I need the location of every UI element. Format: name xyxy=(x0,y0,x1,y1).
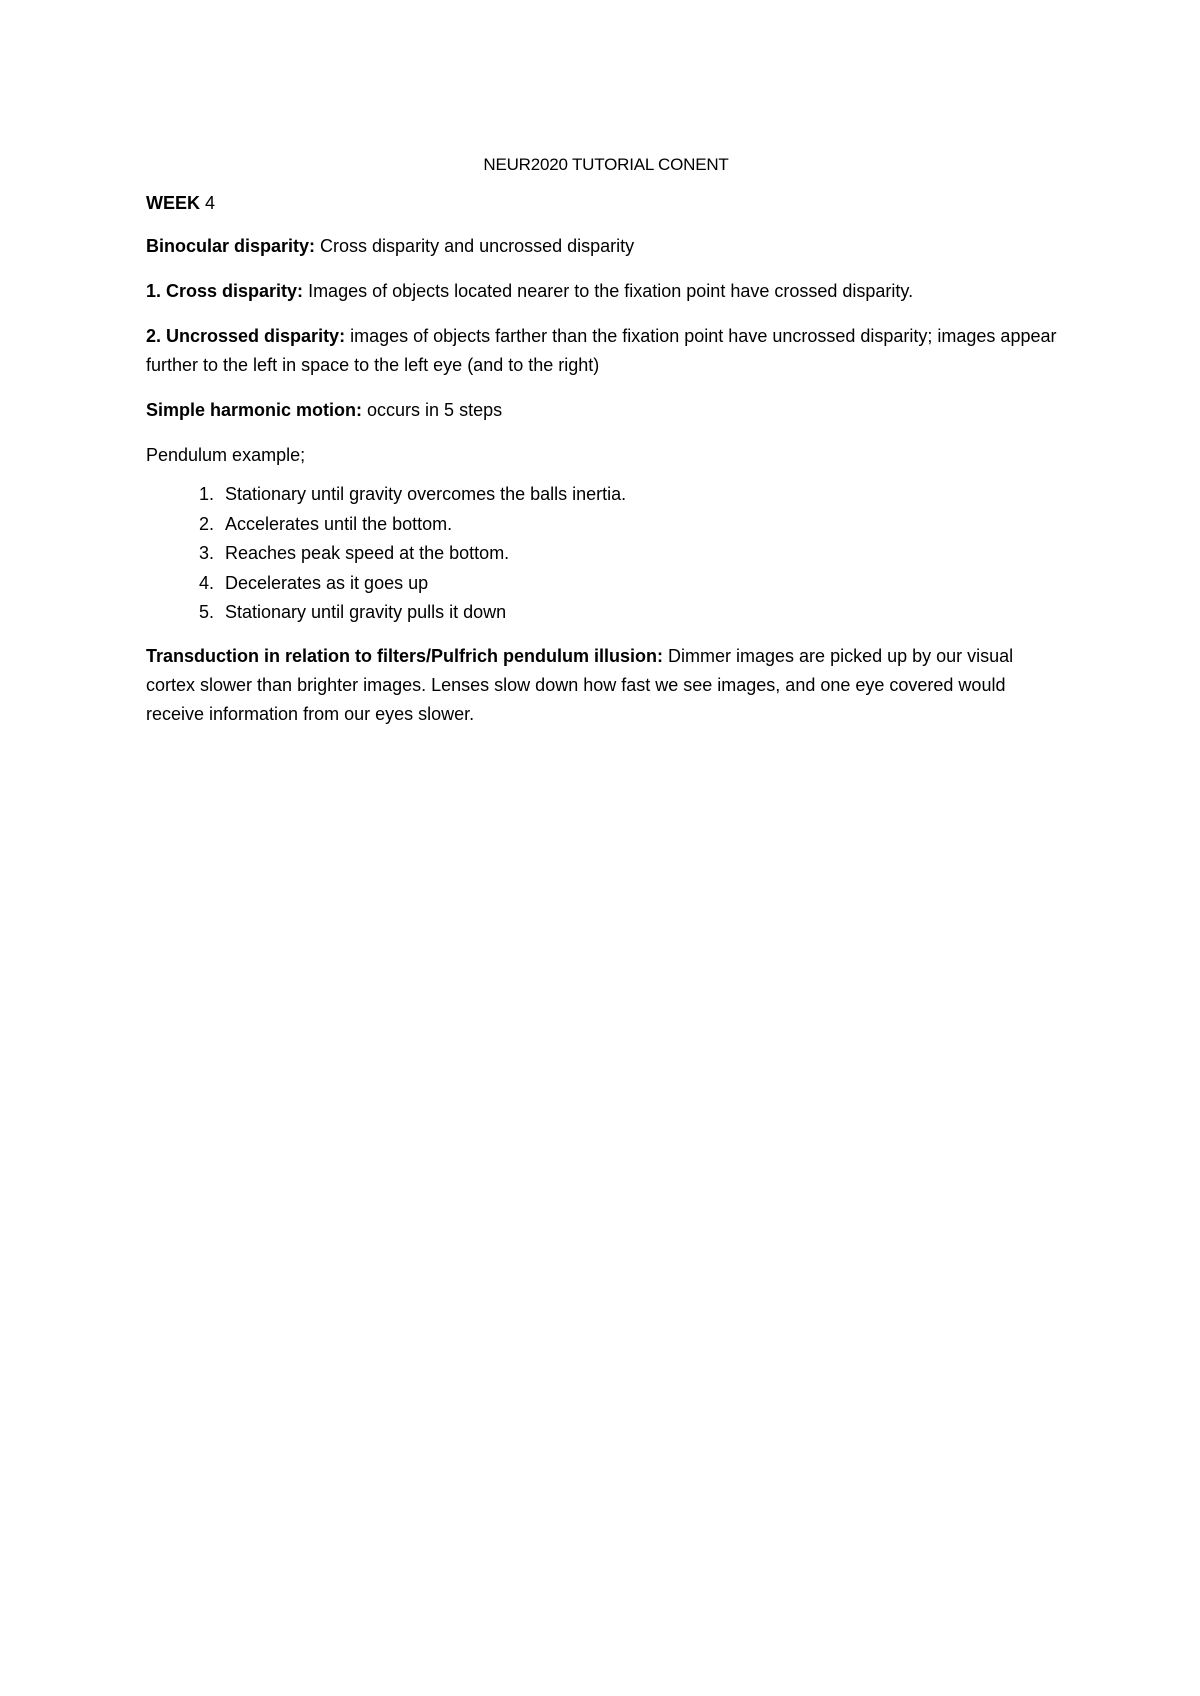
week-number: 4 xyxy=(200,193,216,213)
binocular-disparity-term: Binocular disparity: xyxy=(146,236,316,256)
list-item: 1. Stationary until gravity overcomes the balls inertia. xyxy=(219,480,1066,510)
binocular-disparity-paragraph xyxy=(146,232,1066,261)
document-content xyxy=(146,150,1066,745)
pendulum-steps-list xyxy=(146,480,1066,628)
simple-harmonic-motion-text: occurs in 5 steps xyxy=(362,400,503,420)
list-item: 2. Accelerates until the bottom. xyxy=(219,510,1066,540)
document-title: NEUR2020 TUTORIAL CONENT xyxy=(483,155,729,174)
transduction-term: Transduction in relation to filters/Pulfrich pendulum illusion: xyxy=(146,645,664,666)
pendulum-intro: Pendulum example; xyxy=(146,445,306,465)
cross-disparity-paragraph xyxy=(146,277,1066,306)
week-heading xyxy=(146,189,1066,218)
cross-disparity-text: Images of objects located nearer to the fixation point have crossed disparity. xyxy=(303,281,914,301)
binocular-disparity-text: Cross disparity and uncrossed disparity xyxy=(315,236,635,256)
simple-harmonic-motion-term: Simple harmonic motion: xyxy=(146,400,363,420)
uncrossed-disparity-paragraph xyxy=(146,322,1066,380)
week-label: WEEK xyxy=(146,193,200,213)
list-item: 5. Stationary until gravity pulls it down xyxy=(219,598,1066,628)
uncrossed-disparity-term: 2. Uncrossed disparity: xyxy=(146,326,346,346)
cross-disparity-term: 1. Cross disparity: xyxy=(146,281,304,301)
uncrossed-disparity-text: images of objects farther than the fixation point have uncrossed disparity; images appear further to the left in space to the left eye (and to the right) xyxy=(146,326,1057,375)
list-item: 3. Reaches peak speed at the bottom. xyxy=(219,539,1066,569)
transduction-paragraph xyxy=(146,642,1066,729)
transduction-text: Dimmer images are picked up by our visual cortex slower than brighter images. Lenses slow down how fast we see images, and one eye covered would receive information from our eyes slower. xyxy=(146,645,1014,724)
list-item: 4. Decelerates as it goes up xyxy=(219,569,1066,599)
simple-harmonic-motion-paragraph xyxy=(146,396,1066,425)
